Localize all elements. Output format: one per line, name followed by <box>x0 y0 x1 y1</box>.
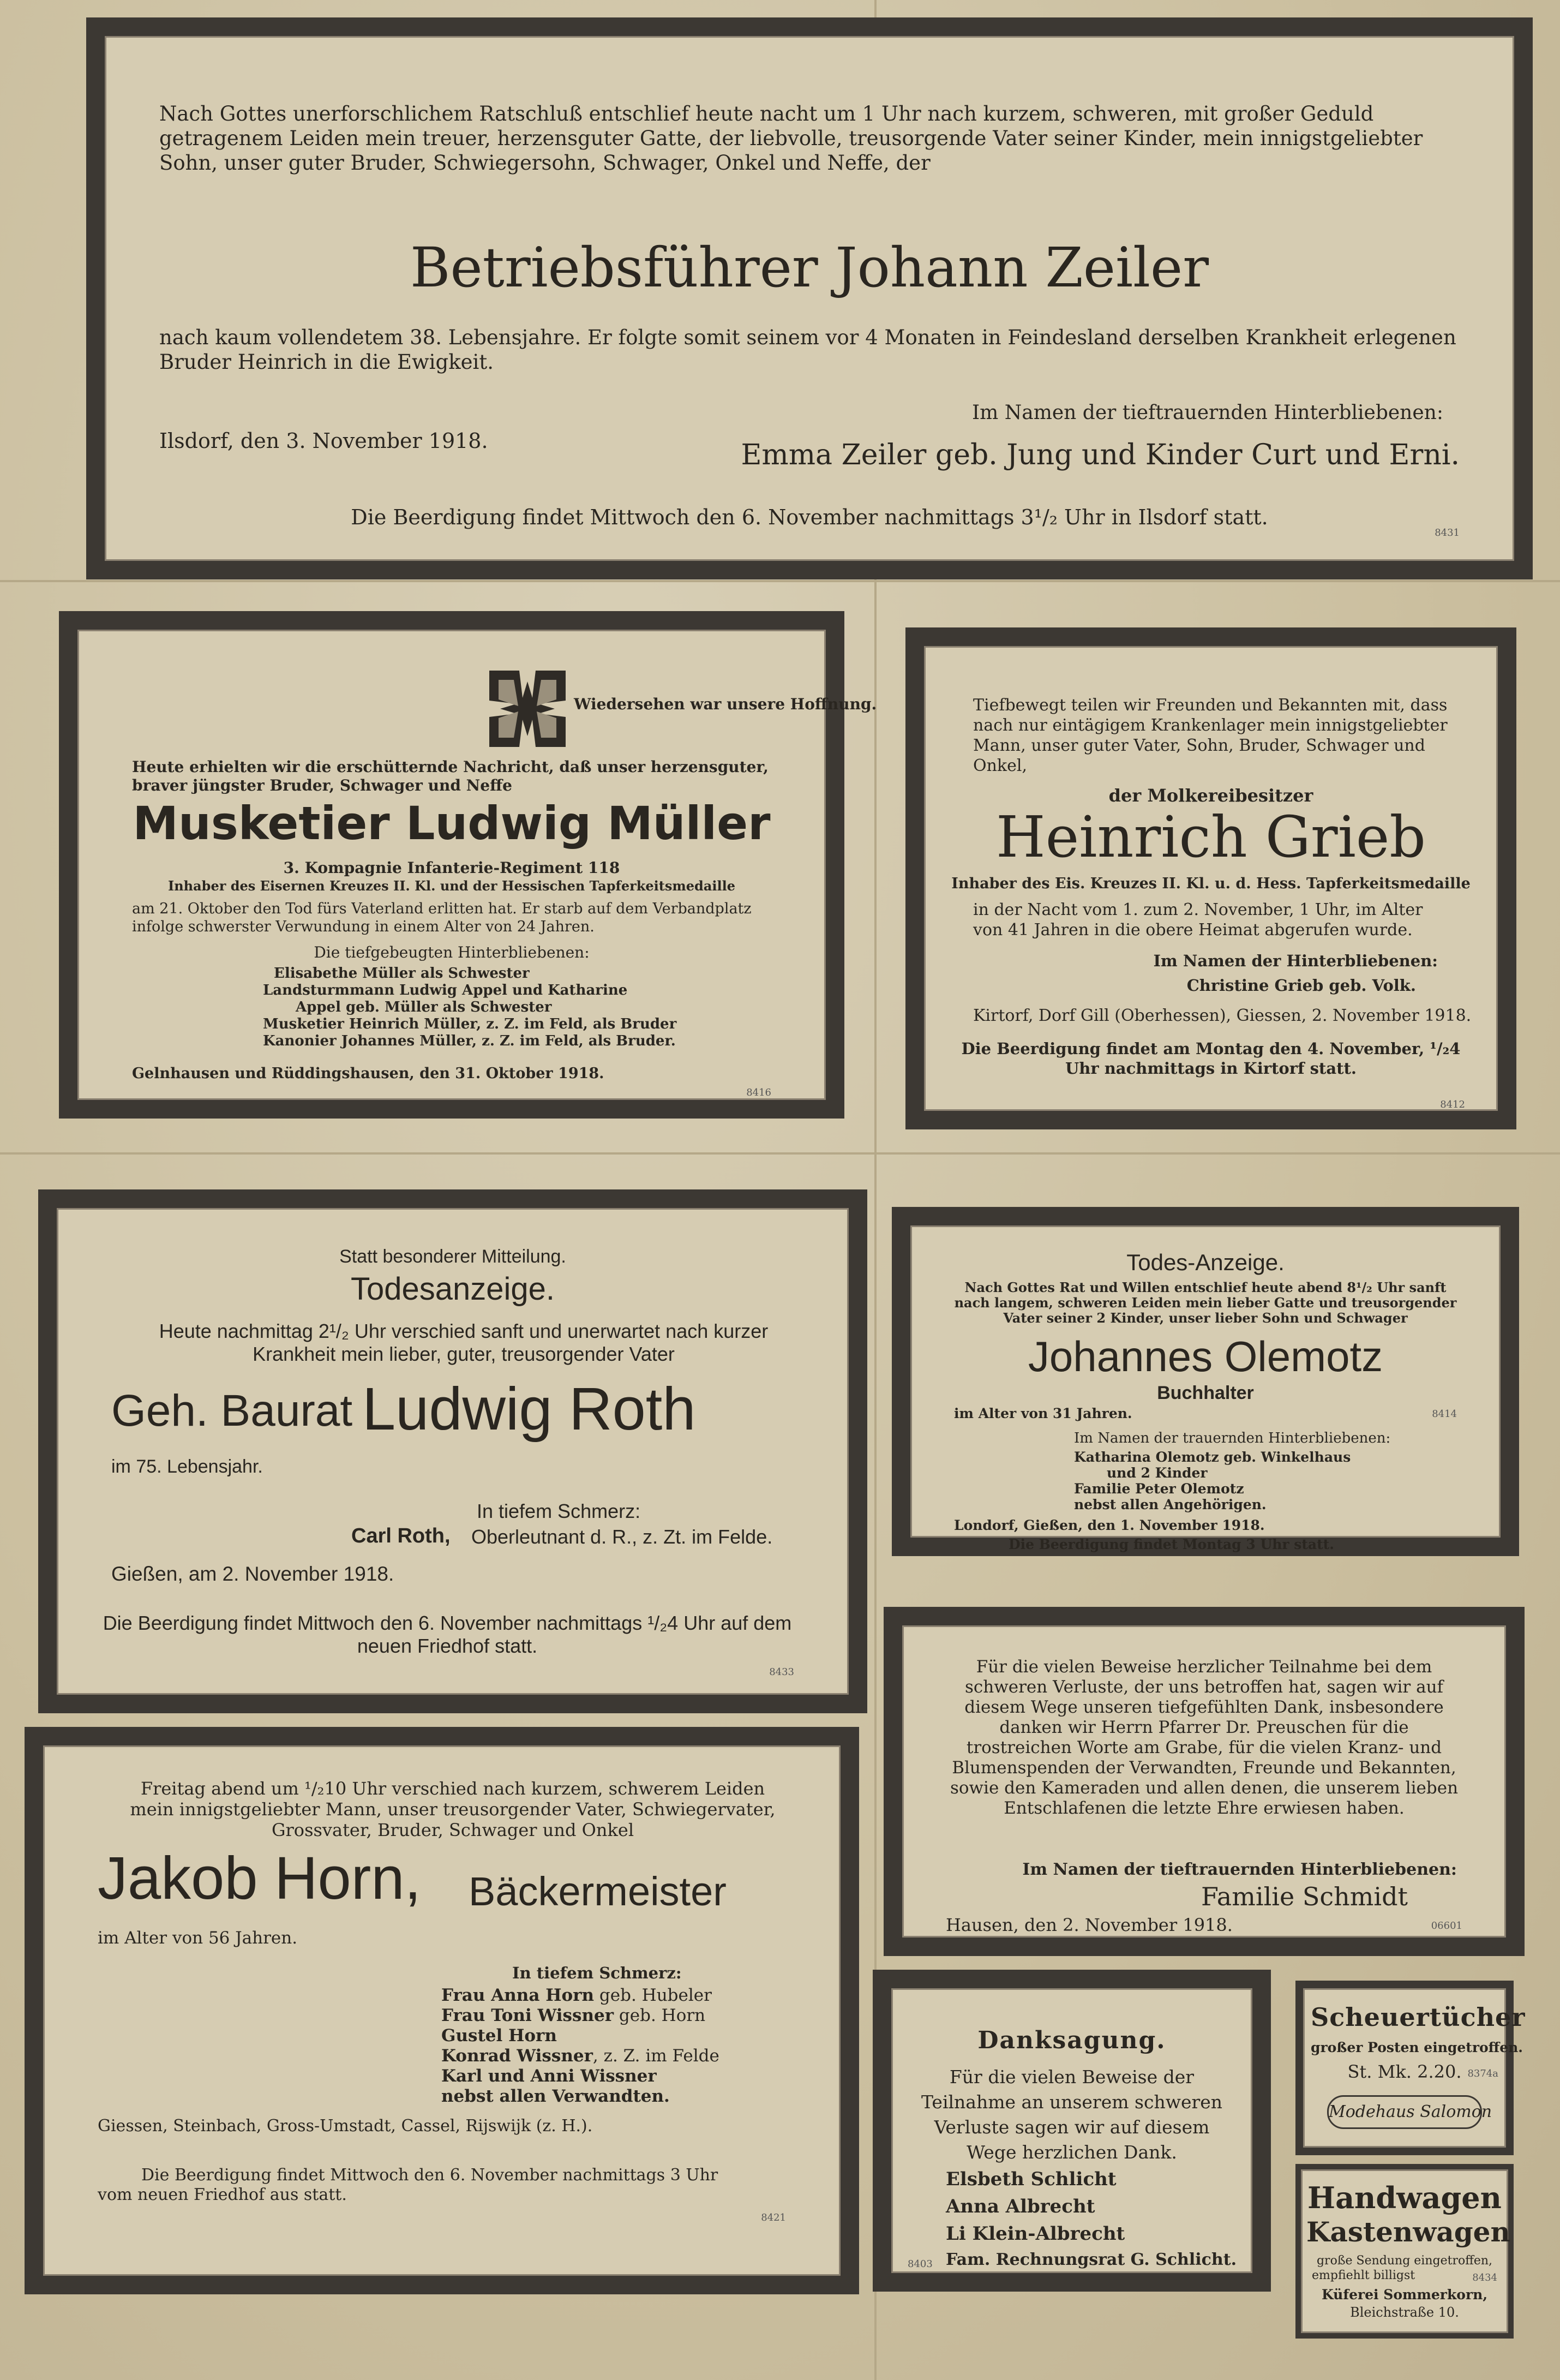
roth-name: Ludwig Roth <box>362 1376 696 1443</box>
horn-name: Jakob Horn, <box>98 1845 422 1912</box>
zeiler-signoff-intro: Im Namen der tieftrauernden Hinterbliebenen: <box>971 402 1443 424</box>
schmidt-signoff: Familie Schmidt <box>1201 1882 1408 1911</box>
roth-intro: Heute nachmittag 2¹/₂ Uhr verschied sanft und unerwartet nach kurzer Krankheit mein lieber, guter, treusorgender Vater <box>159 1320 769 1365</box>
roth-place-date: Gießen, am 2. November 1918. <box>111 1563 394 1585</box>
roth-pre: Statt besonderer Mitteilung. <box>339 1246 566 1267</box>
horn-mourner: Frau Anna Horn geb. Hubeler <box>441 1986 712 2005</box>
zeiler-intro: Nach Gottes unerforschlichem Ratschluß entschlief heute nacht um 1 Uhr nach kurzem, schweren, mit großer Geduld getragenem Leiden mein treuer, herzensguter Gatte, der liebvolle, treusorgende Vater seiner Kinder, mein innigstgeliebter Sohn, unser guter Bruder, Schwiegersohn, Schwager, Onkel und Neffe, der <box>159 102 1423 175</box>
sommerkorn-text2: empfiehlt billigst <box>1312 2269 1415 2282</box>
olemotz-mourner: nebst allen Angehörigen. <box>1074 1497 1267 1512</box>
roth-signoff-rest: Oberleutnant d. R., z. Zt. im Felde. <box>471 1526 773 1548</box>
olemotz-heading: Todes-Anzeige. <box>1126 1249 1285 1275</box>
mueller-place-date: Gelnhausen und Rüddingshausen, den 31. Oktober 1918. <box>132 1065 604 1082</box>
olemotz-mourners-title: Im Namen der trauernden Hinterbliebenen: <box>1074 1430 1391 1446</box>
schlicht-heading: Danksagung. <box>977 2026 1166 2054</box>
roth-age: im 75. Lebensjahr. <box>111 1456 263 1477</box>
sommerkorn-shop: Küferei Sommerkorn, <box>1321 2287 1488 2303</box>
grieb-burial: Die Beerdigung findet am Montag den 4. November, ¹/₂4 Uhr nachmittags in Kirtorf statt. <box>961 1039 1461 1078</box>
zeiler-name: Betriebsführer Johann Zeiler <box>410 236 1209 300</box>
horn-mourner: Gustel Horn <box>441 2026 557 2046</box>
roth-code: 8433 <box>769 1666 794 1678</box>
mueller-mourner: Kanonier Johannes Müller, z. Z. im Feld, als Bruder. <box>263 1033 676 1049</box>
grieb-signoff-intro: Im Namen der Hinterbliebenen: <box>1153 952 1438 970</box>
roth-heading: Todesanzeige. <box>350 1271 555 1307</box>
olemotz-code: 8414 <box>1432 1408 1457 1420</box>
mueller-unit: 3. Kompagnie Infanterie-Regiment 118 <box>283 859 620 877</box>
mueller-code: 8416 <box>746 1087 771 1098</box>
olemotz-intro: Nach Gottes Rat und Willen entschlief heute abend 8¹/₂ Uhr sanft nach langem, schweren Leiden mein lieber Gatte und treusorgender Vater seiner 2 Kinder, unser lieber Sohn und Schwager <box>954 1279 1457 1326</box>
sommerkorn-code: 8434 <box>1472 2272 1497 2283</box>
olemotz-place-date: Londorf, Gießen, den 1. November 1918. <box>954 1517 1265 1533</box>
notice-schmidt <box>884 1607 1525 1956</box>
zeiler-code: 8431 <box>1435 527 1460 539</box>
mueller-mourner: Elisabethe Müller als Schwester <box>274 965 530 982</box>
mueller-motto: Wiedersehen war unsere Hoffnung. <box>574 695 877 713</box>
zeiler-signoff: Emma Zeiler geb. Jung und Kinder Curt und Erni. <box>741 439 1460 471</box>
horn-title: Bäckermeister <box>469 1869 727 1914</box>
roth-burial: Die Beerdigung findet Mittwoch den 6. November nachmittags ¹/₂4 Uhr auf dem neuen Friedhof statt. <box>103 1612 792 1657</box>
schlicht-name: Li Klein-Albrecht <box>946 2223 1125 2245</box>
ad-salomon <box>1295 1981 1526 2155</box>
olemotz-title: Buchhalter <box>1157 1383 1254 1403</box>
schlicht-name: Fam. Rechnungsrat G. Schlicht. <box>946 2250 1237 2269</box>
grieb-place-date: Kirtorf, Dorf Gill (Oberhessen), Giessen, 2. November 1918. <box>973 1006 1472 1025</box>
notice-olemotz <box>892 1207 1519 1556</box>
olemotz-mourner: Familie Peter Olemotz <box>1074 1481 1244 1497</box>
horn-mourner: Frau Toni Wissner geb. Horn <box>441 2006 706 2025</box>
olemotz-burial: Die Beerdigung findet Montag 3 Uhr statt. <box>1009 1536 1334 1552</box>
horn-places: Giessen, Steinbach, Gross-Umstadt, Cassel, Rijswijk (z. H.). <box>98 2116 593 2136</box>
grieb-signoff: Christine Grieb geb. Volk. <box>1186 976 1416 995</box>
mueller-intro: Heute erhielten wir die erschütternde Nachricht, daß unser herzensguter, braver jüngster Bruder, Schwager und Neffe <box>132 758 769 794</box>
horn-burial: Die Beerdigung findet Mittwoch den 6. November nachmittags 3 Uhr vom neuen Friedhof aus statt. <box>98 2166 718 2204</box>
sommerkorn-street: Bleichstraße 10. <box>1350 2305 1459 2320</box>
mueller-mourners-title: Die tiefgebeugten Hinterbliebenen: <box>314 943 590 961</box>
roth-name-prefix: Geh. Baurat <box>111 1386 353 1436</box>
schlicht-name: Anna Albrecht <box>946 2196 1095 2217</box>
schmidt-text: Für die vielen Beweise herzlicher Teilnahme bei dem schweren Verluste, der uns betroffen hat, sagen wir auf diesem Wege unseren tiefgefühlten Dank, insbesondere danken wir Herrn Pfarrer Dr. Preuschen für die trostreichen Worte am Grabe, für die vielen Kranz- und Blumenspenden der Verwandten, Freunde und Bekannten, sowie den Kameraden und allen denen, die unserem lieben Entschlafenen die letzte Ehre erwiesen haben. <box>950 1657 1459 1818</box>
salomon-code: 8374a <box>1467 2068 1498 2079</box>
schmidt-code: 06601 <box>1431 1920 1462 1931</box>
mueller-name: Musketier Ludwig Müller <box>133 797 771 850</box>
salomon-line1: großer Posten eingetroffen. <box>1311 2040 1523 2055</box>
horn-code: 8421 <box>761 2212 786 2223</box>
grieb-death: in der Nacht vom 1. zum 2. November, 1 Uhr, im Alter von 41 Jahren in die obere Heimat abgerufen wurde. <box>973 900 1423 940</box>
olemotz-mourner: Katharina Olemotz geb. Winkelhaus <box>1074 1449 1351 1465</box>
schlicht-code: 8403 <box>908 2258 933 2270</box>
grieb-code: 8412 <box>1440 1099 1465 1110</box>
salomon-logo: Modehaus Salomon <box>1327 2095 1482 2129</box>
mueller-mourner: Landsturmmann Ludwig Appel und Katharine <box>263 982 628 998</box>
zeiler-burial: Die Beerdigung findet Mittwoch den 6. November nachmittags 3¹/₂ Uhr in Ilsdorf statt. <box>351 505 1268 529</box>
ad-sommerkorn <box>1295 2164 1514 2339</box>
salomon-price: St. Mk. 2.20. <box>1347 2061 1462 2082</box>
olemotz-mourner: und 2 Kinder <box>1107 1465 1208 1481</box>
mueller-mourner: Appel geb. Müller als Schwester <box>296 999 552 1015</box>
schmidt-place-date: Hausen, den 2. November 1918. <box>946 1915 1233 1935</box>
sommerkorn-line2: Kastenwagen <box>1306 2216 1510 2248</box>
iron-cross-icon <box>487 668 568 750</box>
row-divider <box>0 1152 1560 1155</box>
horn-mourner: Karl und Anni Wissner <box>441 2066 657 2086</box>
schmidt-signoff-intro: Im Namen der tieftrauernden Hinterbliebenen: <box>1022 1860 1457 1879</box>
olemotz-name: Johannes Olemotz <box>1028 1332 1383 1380</box>
mueller-death: am 21. Oktober den Tod fürs Vaterland erlitten hat. Er starb auf dem Verbandplatz infolge schwerster Verwundung in einem Alter von 24 Jahren. <box>132 900 752 935</box>
sommerkorn-line1: Handwagen <box>1307 2180 1502 2215</box>
horn-mourner: Konrad Wissner, z. Z. im Felde <box>441 2046 719 2066</box>
sommerkorn-text1: große Sendung eingetroffen, <box>1316 2254 1493 2268</box>
zeiler-place-date: Ilsdorf, den 3. November 1918. <box>159 429 488 453</box>
olemotz-age: im Alter von 31 Jahren. <box>954 1406 1132 1421</box>
horn-age: im Alter von 56 Jahren. <box>98 1928 298 1948</box>
roth-grief: In tiefem Schmerz: <box>477 1500 641 1522</box>
salomon-title: Scheuertücher <box>1311 2002 1526 2032</box>
roth-signoff-name: Carl Roth, <box>351 1524 451 1547</box>
horn-mourner: nebst allen Verwandten. <box>441 2086 670 2106</box>
row-divider <box>0 580 1560 582</box>
notice-horn <box>25 1727 859 2294</box>
grieb-intro: Tiefbewegt teilen wir Freunden und Bekannten mit, dass nach nur eintägigem Krankenlager mein innigstgeliebter Mann, unser guter Vater, Sohn, Bruder, Schwager und Onkel, <box>973 696 1448 775</box>
notice-zeiler <box>86 17 1533 579</box>
zeiler-after: nach kaum vollendetem 38. Lebensjahre. Er folgte somit seinem vor 4 Monaten in Feindesland derselben Krankheit erlegenen Bruder Heinrich in die Ewigkeit. <box>159 326 1456 374</box>
schlicht-text: Für die vielen Beweise der Teilnahme an unserem schweren Verluste sagen wir auf diesem Wege herzlichen Dank. <box>921 2066 1223 2163</box>
notice-roth <box>38 1189 867 1713</box>
horn-grief: In tiefem Schmerz: <box>512 1964 682 1982</box>
grieb-name: Heinrich Grieb <box>996 804 1426 870</box>
mueller-mourner: Musketier Heinrich Müller, z. Z. im Feld, als Bruder <box>263 1016 677 1032</box>
schlicht-name: Elsbeth Schlicht <box>946 2168 1117 2190</box>
notice-mueller <box>59 611 877 1119</box>
mueller-honors: Inhaber des Eisernen Kreuzes II. Kl. und der Hessischen Tapferkeitsmedaille <box>167 878 736 894</box>
grieb-honors: Inhaber des Eis. Kreuzes II. Kl. u. d. Hess. Tapferkeitsmedaille <box>951 875 1471 892</box>
notice-grieb <box>905 627 1516 1129</box>
horn-intro: Freitag abend um ¹/₂10 Uhr verschied nach kurzem, schwerem Leiden mein innigstgeliebter Mann, unser treusorgender Vater, Schwiegervater, Grossvater, Bruder, Schwager und Onkel <box>130 1778 776 1840</box>
grieb-title: der Molkereibesitzer <box>1108 785 1313 806</box>
notice-schlicht <box>873 1970 1271 2292</box>
